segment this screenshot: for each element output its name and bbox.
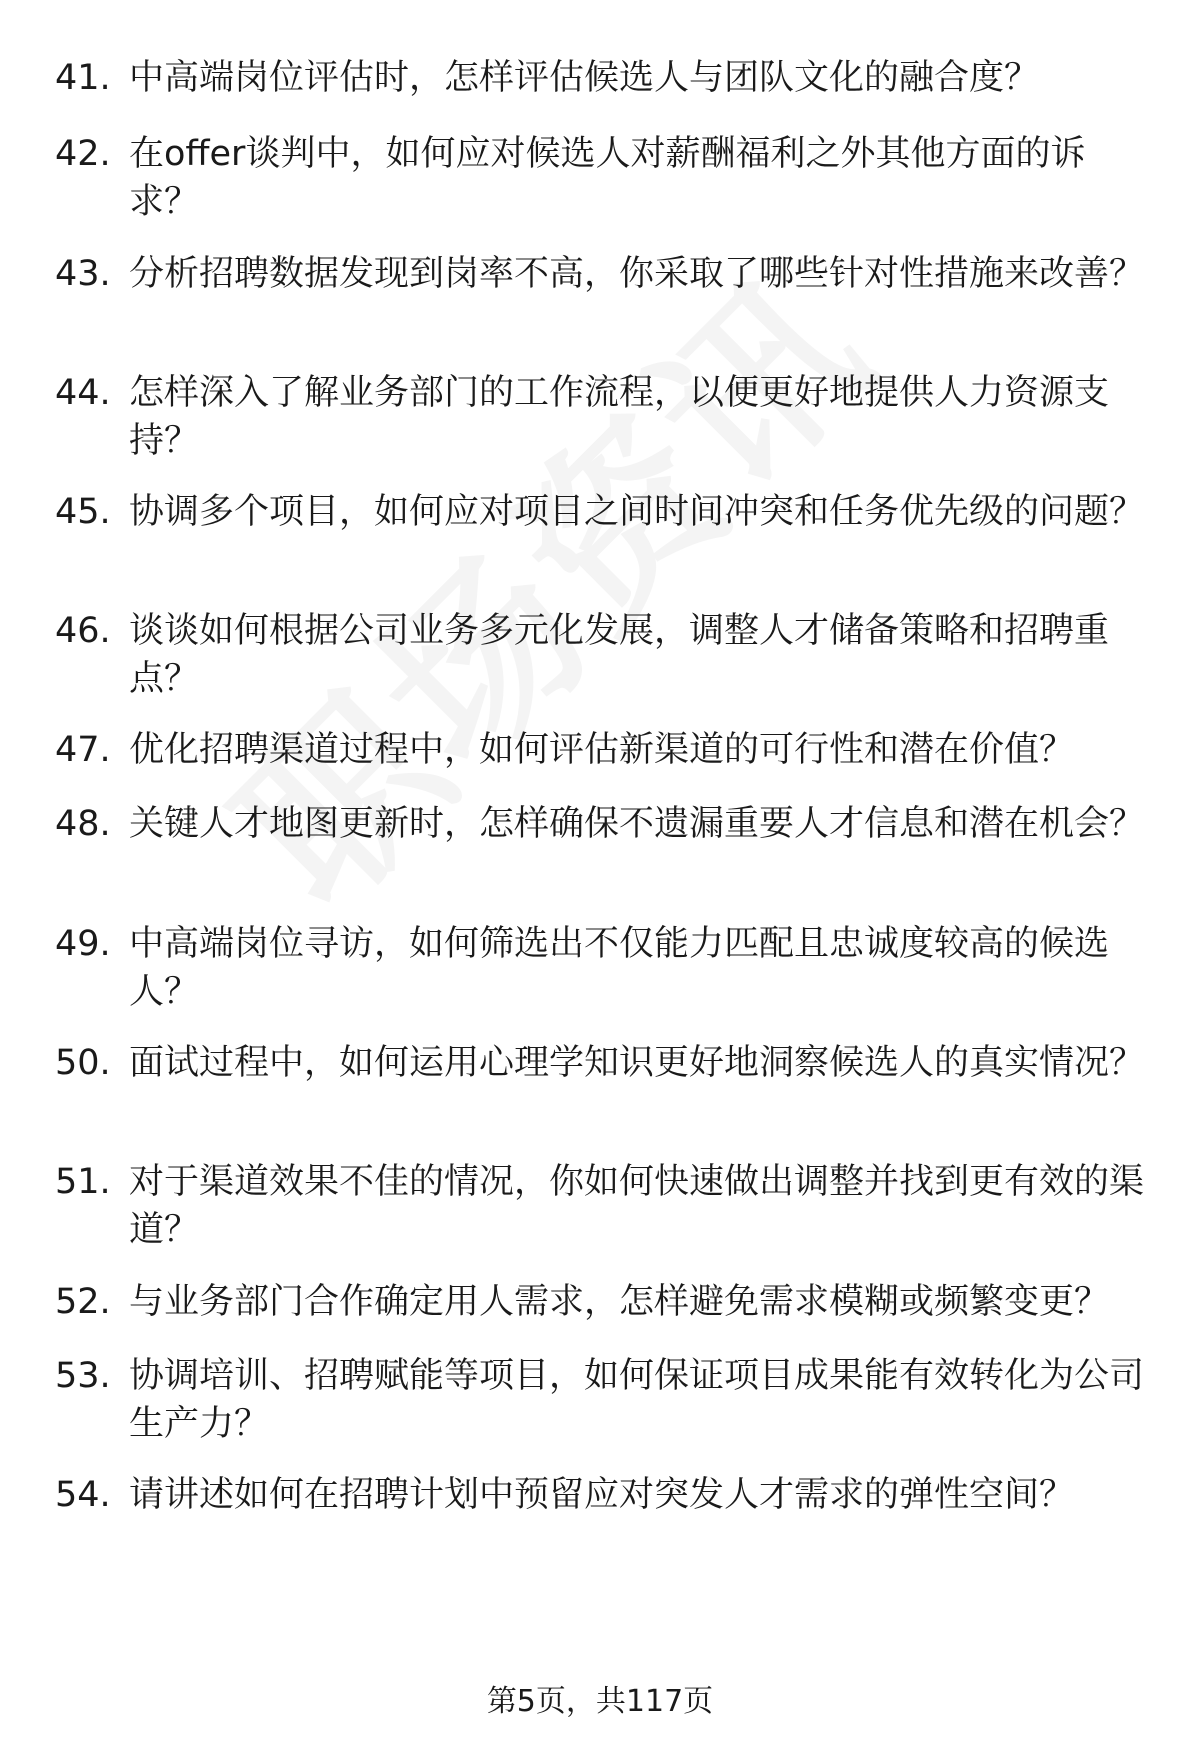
question-number: 50. — [55, 1043, 111, 1083]
question-text: 面试过程中，如何运用心理学知识更好地洞察候选人的真实情况？ — [129, 1043, 1145, 1083]
question-text: 请讲述如何在招聘计划中预留应对突发人才需求的弹性空间？ — [129, 1475, 1075, 1515]
question-number: 54. — [55, 1475, 111, 1515]
question-text: 与业务部门合作确定用人需求，怎样避免需求模糊或频繁变更？ — [129, 1282, 1110, 1322]
question-text: 怎样深入了解业务部门的工作流程，以便更好地提供人力资源支持？ — [129, 373, 1110, 461]
page-number-label: 第5页，共117页 — [486, 1684, 714, 1719]
question-text: 在offer谈判中，如何应对候选人对薪酬福利之外其他方面的诉求？ — [129, 134, 1086, 222]
question-number: 52. — [55, 1282, 111, 1322]
question-number: 43. — [55, 254, 111, 294]
question-text: 中高端岗位寻访，如何筛选出不仅能力匹配且忠诚度较高的候选人？ — [129, 924, 1110, 1012]
question-text: 优化招聘渠道过程中，如何评估新渠道的可行性和潜在价值？ — [129, 730, 1075, 770]
question-number: 49. — [55, 924, 111, 964]
question-number: 51. — [55, 1162, 111, 1202]
question-number: 46. — [55, 611, 111, 651]
question-text: 关键人才地图更新时，怎样确保不遗漏重要人才信息和潜在机会？ — [129, 804, 1145, 844]
question-number: 53. — [55, 1356, 111, 1396]
question-text: 中高端岗位评估时，怎样评估候选人与团队文化的融合度？ — [129, 58, 1040, 98]
question-text: 对于渠道效果不佳的情况，你如何快速做出调整并找到更有效的渠道？ — [129, 1162, 1145, 1250]
question-number: 47. — [55, 730, 111, 770]
question-number: 42. — [55, 134, 111, 174]
question-number: 45. — [55, 492, 111, 532]
question-text: 分析招聘数据发现到岗率不高，你采取了哪些针对性措施来改善？ — [129, 254, 1145, 294]
page-footer — [0, 1680, 1200, 1724]
question-text: 谈谈如何根据公司业务多元化发展，调整人才储备策略和招聘重点？ — [129, 611, 1110, 699]
question-text: 协调培训、招聘赋能等项目，如何保证项目成果能有效转化为公司生产力？ — [129, 1356, 1145, 1444]
question-number: 41. — [55, 58, 111, 98]
question-number: 44. — [55, 373, 111, 413]
question-number: 48. — [55, 804, 111, 844]
question-text: 协调多个项目，如何应对项目之间时间冲突和任务优先级的问题？ — [129, 492, 1145, 532]
